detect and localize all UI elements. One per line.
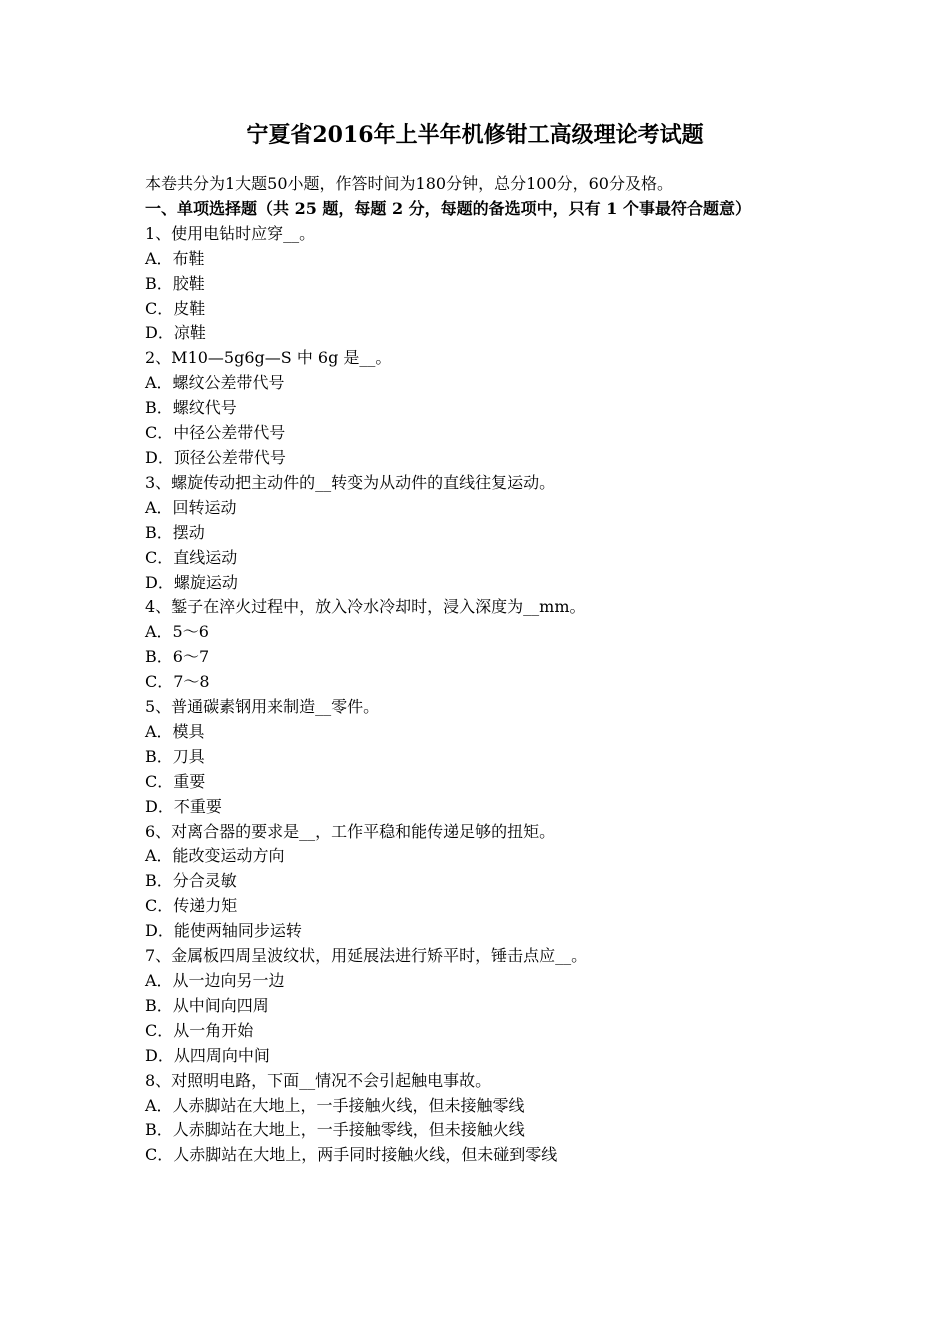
option-a: A．回转运动 [145,497,237,517]
option-a: A．5～6 [145,622,209,642]
question-2 [145,346,825,471]
option-a: A．螺纹公差带代号 [145,373,285,393]
option-d: D．凉鞋 [145,323,206,343]
question-stem: 5、普通碳素钢用来制造__零件。 [145,697,380,717]
question-stem: 2、M10—5g6g—S 中 6g 是__。 [145,348,392,368]
option-c: C．7～8 [145,672,210,692]
option-d: D．螺旋运动 [145,572,238,592]
option-b: B．螺纹代号 [145,398,237,418]
option-a: A．布鞋 [145,248,205,268]
question-5 [145,695,825,820]
question-1 [145,222,825,347]
question-stem: 3、螺旋传动把主动件的__转变为从动件的直线往复运动。 [145,472,556,492]
option-c: C．重要 [145,771,206,791]
option-d: D．顶径公差带代号 [145,447,286,467]
option-b: B．6～7 [145,647,210,667]
option-a: A．能改变运动方向 [145,846,285,866]
option-c: C．皮鞋 [145,298,206,318]
question-stem: 8、对照明电路，下面__情况不会引起触电事故。 [145,1070,492,1090]
option-c: C．中径公差带代号 [145,423,286,443]
exam-intro: 本卷共分为1大题50小题，作答时间为180分钟，总分100分，60分及格。 [145,174,673,193]
question-list [145,222,825,1168]
option-c: C．人赤脚站在大地上，两手同时接触火线，但未碰到零线 [145,1145,558,1165]
option-b: B．刀具 [145,746,205,766]
question-8 [145,1069,825,1169]
question-6 [145,820,825,945]
option-d: D．从四周向中间 [145,1045,270,1065]
document-body [145,172,825,1168]
option-b: B．从中间向四周 [145,995,269,1015]
option-d: D．不重要 [145,796,222,816]
option-b: B．分合灵敏 [145,871,237,891]
option-b: B．人赤脚站在大地上，一手接触零线，但未接触火线 [145,1120,525,1140]
option-c: C．从一角开始 [145,1020,254,1040]
option-a: A．模具 [145,721,205,741]
option-d: D．能使两轴同步运转 [145,921,302,941]
option-a: A．从一边向另一边 [145,971,285,990]
option-a: A．人赤脚站在大地上，一手接触火线，但未接触零线 [145,1095,525,1115]
question-stem: 1、使用电钻时应穿__。 [145,223,316,243]
page-title: 宁夏省2016年上半年机修钳工高级理论考试题 [246,122,704,148]
question-3 [145,471,825,596]
question-7 [145,944,825,1069]
question-4 [145,595,825,695]
option-c: C．传递力矩 [145,896,238,916]
section-title: 一、单项选择题（共 25 题，每题 2 分，每题的备选项中，只有 1 个事最符合题意） [145,198,751,218]
question-stem: 7、金属板四周呈波纹状，用延展法进行矫平时，锤击点应__。 [145,946,588,966]
option-c: C．直线运动 [145,547,238,567]
option-b: B．胶鞋 [145,273,205,293]
question-stem: 6、对离合器的要求是__，工作平稳和能传递足够的扭矩。 [145,821,556,841]
question-stem: 4、錾子在淬火过程中，放入冷水冷却时，浸入深度为__mm。 [145,597,586,617]
option-b: B．摆动 [145,522,205,542]
